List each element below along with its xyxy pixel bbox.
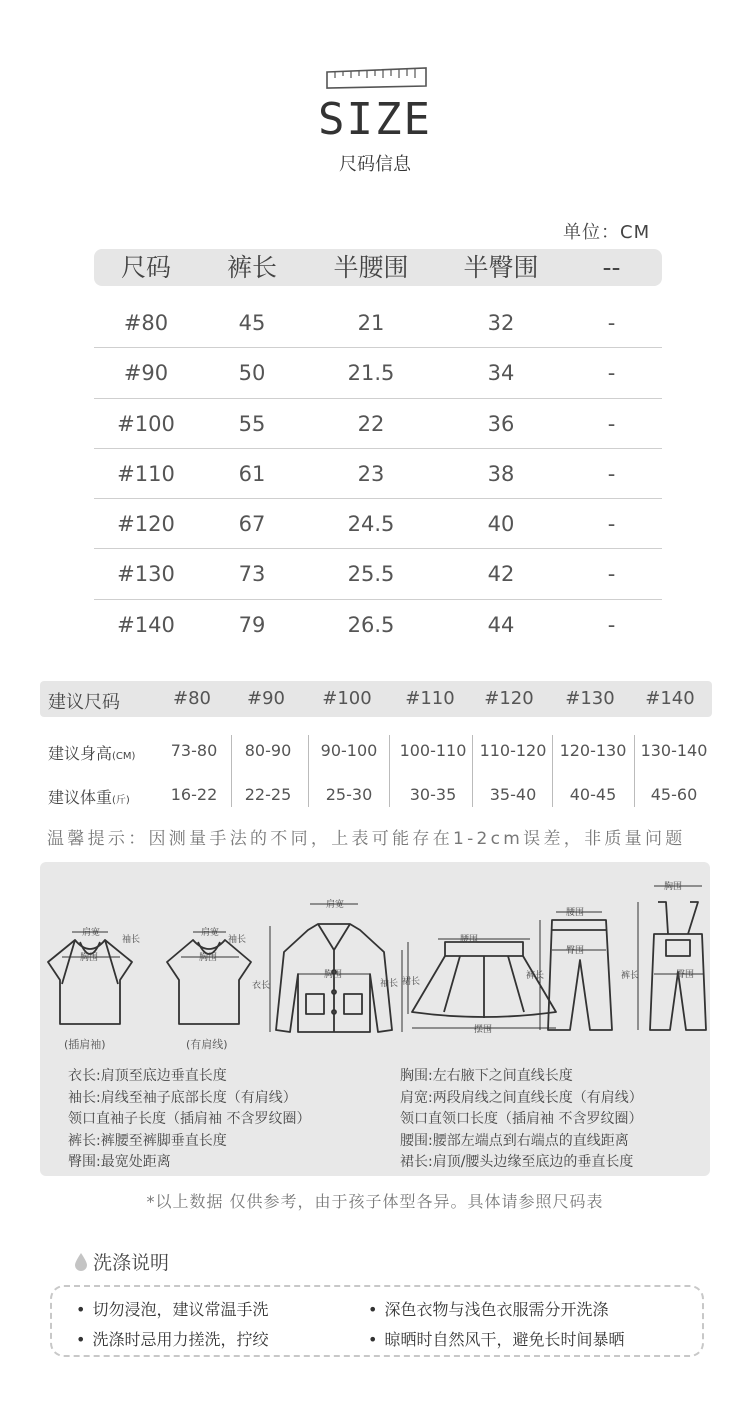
rec-height: 90-100 [320, 741, 378, 760]
cell-extra: - [607, 411, 616, 436]
recommend-weight-label: 建议体重(斤) [48, 788, 130, 807]
rec-weight: 45-60 [650, 785, 698, 804]
header-size: 尺码 [120, 253, 171, 282]
cell-pants-length: 67 [238, 512, 266, 537]
caption-shoulder-line: (有肩线) [186, 1038, 228, 1051]
table-row [94, 449, 662, 499]
wash-item: • 切勿浸泡，建议常温手洗 [76, 1297, 268, 1320]
header-extra: -- [602, 253, 621, 282]
header-pants-length: 裤长 [226, 253, 277, 282]
label-length: 衣长 [252, 981, 271, 991]
rec-size: #100 [322, 688, 372, 709]
cell-extra: - [607, 512, 616, 537]
label-hip: 臀围 [676, 970, 695, 980]
table-row [94, 499, 662, 549]
rec-height: 120-130 [559, 741, 627, 760]
cell-half-waist: 21.5 [347, 361, 395, 386]
header-half-hip: 半臀围 [463, 253, 539, 282]
rec-weight: 30-35 [409, 785, 457, 804]
table-row [94, 399, 662, 449]
cell-half-waist: 21 [357, 311, 385, 335]
cell-size: #130 [117, 562, 175, 587]
rec-size: #110 [405, 688, 455, 709]
cell-half-waist: 25.5 [347, 562, 395, 587]
rec-size: #80 [173, 688, 211, 709]
cell-extra: - [607, 311, 616, 335]
size-title: SIZE [318, 94, 432, 145]
size-table-body [94, 298, 662, 650]
cell-size: #100 [117, 411, 175, 436]
size-header [0, 56, 750, 176]
cell-half-hip: 32 [487, 311, 515, 335]
rec-size: #140 [645, 688, 695, 709]
cell-extra: - [607, 461, 616, 486]
ruler-icon [325, 66, 428, 90]
label-sleeve: 袖长 [380, 979, 399, 989]
cell-pants-length: 55 [238, 411, 266, 436]
table-row [94, 348, 662, 398]
wash-title-text: 洗涤说明 [93, 1252, 170, 1274]
definitions-left [68, 1066, 310, 1174]
cell-half-hip: 40 [487, 512, 515, 537]
water-drop-icon [73, 1252, 89, 1272]
table-row [94, 298, 662, 348]
definition-item: 衣长:肩顶至底边垂直长度 [68, 1068, 227, 1084]
cell-size: #90 [123, 361, 169, 386]
definition-item: 裙长:肩顶/腰头边缘至底边的垂直长度 [400, 1154, 634, 1170]
label-sleeve: 袖长 [228, 935, 247, 945]
label-waist: 腰围 [566, 908, 585, 918]
recommend-size-header [40, 681, 712, 717]
overalls-icon [650, 902, 706, 1030]
cell-half-hip: 38 [487, 461, 515, 486]
rec-size: #120 [484, 688, 534, 709]
rec-weight: 22-25 [244, 785, 292, 804]
wash-item: • 晾晒时自然风干，避免长时间暴晒 [368, 1327, 624, 1350]
cell-extra: - [607, 612, 616, 637]
cell-half-waist: 24.5 [347, 512, 395, 537]
label-shoulder: 肩宽 [326, 900, 345, 910]
cell-extra: - [607, 361, 616, 386]
cell-extra: - [607, 562, 616, 587]
label-sleeve: 袖长 [122, 935, 141, 945]
definition-item: 领口直袖子长度（插肩袖 不含罗纹圈） [68, 1111, 311, 1127]
recommend-height-label: 建议身高(CM) [48, 744, 136, 763]
cell-half-waist: 23 [357, 461, 385, 486]
label-chest: 胸围 [199, 953, 218, 963]
label-hem: 摆围 [474, 1025, 493, 1035]
column-divider [552, 735, 553, 807]
definition-item: 胸围:左右腋下之间直线长度 [400, 1068, 573, 1084]
cell-half-waist: 26.5 [347, 612, 395, 637]
cell-size: #110 [117, 461, 175, 486]
rec-height: 100-110 [399, 741, 467, 760]
size-subtitle: 尺码信息 [339, 154, 411, 175]
cell-pants-length: 73 [238, 562, 266, 587]
column-divider [472, 735, 473, 807]
column-divider [634, 735, 635, 807]
label-shoulder: 肩宽 [82, 928, 101, 938]
column-divider [231, 735, 232, 807]
recommend-weight-row [40, 779, 712, 813]
definitions-right [400, 1066, 643, 1174]
rec-height: 130-140 [640, 741, 708, 760]
label-chest: 胸围 [664, 882, 683, 892]
rec-weight: 25-30 [325, 785, 373, 804]
rec-weight: 35-40 [489, 785, 537, 804]
wash-item: • 洗涤时忌用力搓洗，拧绞 [76, 1327, 268, 1350]
cell-size: #120 [117, 512, 175, 537]
cell-half-hip: 44 [487, 612, 515, 637]
definition-item: 袖长:肩线至袖子底部长度（有肩线） [68, 1089, 297, 1106]
header-half-waist: 半腰围 [333, 253, 409, 282]
rec-weight: 40-45 [569, 785, 617, 804]
cell-half-hip: 42 [487, 562, 515, 587]
wash-item: • 深色衣物与浅色衣服需分开洗涤 [368, 1297, 608, 1320]
recommend-height-row [40, 735, 712, 769]
wash-instructions [50, 1285, 704, 1357]
rec-height: 110-120 [479, 741, 547, 760]
recommend-size-label: 建议尺码 [48, 692, 120, 713]
label-waist: 腰围 [460, 935, 479, 945]
label-chest: 胸围 [80, 953, 99, 963]
caption-raglan: (插肩袖) [64, 1038, 106, 1051]
label-pants-length: 裤长 [526, 971, 545, 981]
cell-size: #80 [123, 311, 169, 335]
reference-note: *以上数据 仅供参考，由于孩子体型各异。具体请参照尺码表 [146, 1192, 604, 1211]
rec-height: 73-80 [170, 741, 218, 760]
cell-pants-length: 79 [238, 612, 266, 637]
pants-icon [548, 920, 612, 1030]
cell-half-hip: 34 [487, 361, 515, 386]
weight-unit: (斤) [112, 795, 130, 806]
cell-half-hip: 36 [487, 411, 515, 436]
definition-item: 肩宽:两段肩线之间直线长度（有肩线） [400, 1089, 643, 1106]
cell-half-waist: 22 [357, 411, 385, 436]
cell-pants-length: 61 [238, 461, 266, 486]
unit-label: 单位：CM [563, 222, 651, 243]
label-pants-length: 裤长 [621, 971, 640, 981]
column-divider [389, 735, 390, 807]
rec-size: #130 [565, 688, 615, 709]
cell-pants-length: 50 [238, 361, 266, 386]
measurement-diagram [40, 862, 710, 1176]
definition-item: 领口直领口长度（插肩袖 不含罗纹圈） [400, 1111, 643, 1127]
label-skirt-length: 裙长 [402, 977, 421, 987]
label-chest: 胸围 [324, 970, 343, 980]
definition-item: 腰围:腰部左端点到右端点的直线距离 [400, 1132, 629, 1149]
garment-illustrations [40, 862, 710, 1062]
measurement-tip: 温馨提示：因测量手法的不同，上表可能存在1-2cm误差，非质量问题 [47, 829, 686, 849]
table-row [94, 549, 662, 599]
cell-pants-length: 45 [238, 311, 266, 335]
column-divider [308, 735, 309, 807]
table-row [94, 600, 662, 650]
label-hip: 臀围 [566, 946, 585, 956]
wash-title [73, 1248, 169, 1275]
label-shoulder: 肩宽 [201, 928, 220, 938]
definition-item: 臀围:最宽处距离 [68, 1154, 171, 1170]
size-table-header [94, 249, 662, 286]
rec-weight: 16-22 [170, 785, 218, 804]
cell-size: #140 [117, 612, 175, 637]
rec-size: #90 [247, 688, 285, 709]
rec-height: 80-90 [244, 741, 292, 760]
height-unit: (CM) [112, 751, 136, 762]
definition-item: 裤长:裤腰至裤脚垂直长度 [68, 1132, 227, 1149]
